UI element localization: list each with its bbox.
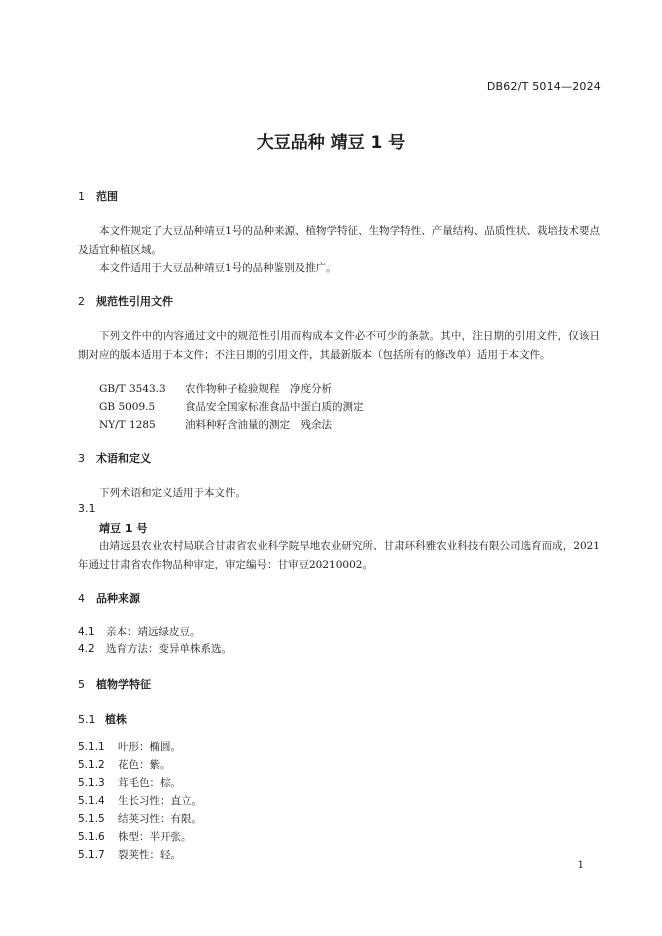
reference-title: 食品安全国家标准食品中蛋白质的测定	[185, 401, 364, 413]
item-text: 花色：紫。	[118, 759, 171, 771]
list-item	[78, 739, 181, 754]
section-4-heading	[78, 590, 140, 606]
section-title: 植物学特征	[96, 678, 151, 691]
section-1-heading	[78, 188, 118, 204]
list-item	[78, 757, 171, 772]
list-item	[78, 624, 201, 639]
section-title: 品种来源	[96, 592, 140, 605]
section-2-heading	[78, 293, 173, 309]
reference-title: 农作物种子检验规程 净度分析	[185, 383, 332, 395]
section-3-heading	[78, 450, 151, 466]
item-number: 5.1.5	[78, 813, 105, 825]
item-number: 4.1	[78, 626, 95, 638]
reference-code: GB 5009.5	[99, 401, 156, 413]
page-number: 1	[577, 860, 584, 871]
list-item	[78, 811, 202, 826]
section-number: 4	[78, 592, 85, 605]
item-text: 茸毛色：棕。	[118, 777, 181, 789]
item-number: 5.1.6	[78, 831, 105, 843]
list-item	[78, 793, 202, 808]
list-item	[78, 829, 192, 844]
reference-item	[99, 416, 332, 434]
section-1-paragraph-2: 本文件适用于大豆品种靖豆1号的品种鉴别及推广。	[99, 262, 337, 274]
item-number: 4.2	[78, 643, 95, 655]
list-item	[78, 847, 181, 862]
subsection-number: 5.1	[78, 713, 96, 726]
section-number: 3	[78, 452, 85, 465]
section-number: 2	[78, 295, 85, 308]
reference-code: GB/T 3543.3	[99, 383, 166, 395]
reference-item	[99, 380, 332, 398]
item-text: 亲本：靖远绿皮豆。	[106, 626, 201, 638]
section-number: 1	[78, 190, 85, 203]
item-text: 结荚习性：有限。	[118, 813, 202, 825]
reference-item	[99, 398, 364, 416]
section-title: 范围	[96, 190, 118, 203]
reference-title: 油料种籽含油量的测定 残余法	[185, 419, 332, 431]
item-number: 5.1.4	[78, 795, 105, 807]
term-definition: 由靖远县农业农村局联合甘肃省农业科学院旱地农业研究所、甘肃环科雅农业科技有限公司选育而成，2021年通过甘肃省农作物品种审定，审定编号：甘审豆20210002。	[78, 540, 600, 571]
section-3-paragraph-1: 下列术语和定义适用于本文件。	[99, 487, 246, 499]
item-text: 裂荚性：轻。	[118, 849, 181, 861]
item-number: 5.1.7	[78, 849, 105, 861]
section-number: 5	[78, 678, 85, 691]
item-number: 5.1.2	[78, 759, 105, 771]
reference-code: NY/T 1285	[99, 419, 156, 431]
document-number: DB62/T 5014—2024	[486, 80, 601, 93]
item-text: 叶形：椭圆。	[118, 741, 181, 753]
list-item	[78, 775, 181, 790]
section-1-paragraph-1: 本文件规定了大豆品种靖豆1号的品种来源、植物学特征、生物学特性、产量结构、品质性状、栽培技术要点及适宜种植区域。	[78, 225, 600, 256]
term-name: 靖豆 1 号	[99, 522, 148, 535]
item-text: 生长习性：直立。	[118, 795, 202, 807]
section-5-heading	[78, 676, 151, 692]
subsection-3-1-number: 3.1	[78, 502, 96, 515]
section-title: 术语和定义	[96, 452, 151, 465]
item-number: 5.1.3	[78, 777, 105, 789]
item-number: 5.1.1	[78, 741, 105, 753]
list-item	[78, 641, 232, 656]
section-title: 规范性引用文件	[96, 295, 173, 308]
subsection-title: 植株	[105, 713, 127, 726]
section-2-paragraph-1: 下列文件中的内容通过文中的规范性引用而构成本文件必不可少的条款。其中，注日期的引用文件，仅该日期对应的版本适用于本文件；不注日期的引用文件，其最新版本（包括所有的修改单）适用于本文件。	[78, 330, 600, 361]
subsection-5-1-heading	[78, 711, 127, 727]
item-text: 株型：半开张。	[118, 831, 192, 843]
document-title: 大豆品种 靖豆 1 号	[256, 133, 406, 153]
item-text: 选育方法：变异单株系选。	[106, 643, 232, 655]
